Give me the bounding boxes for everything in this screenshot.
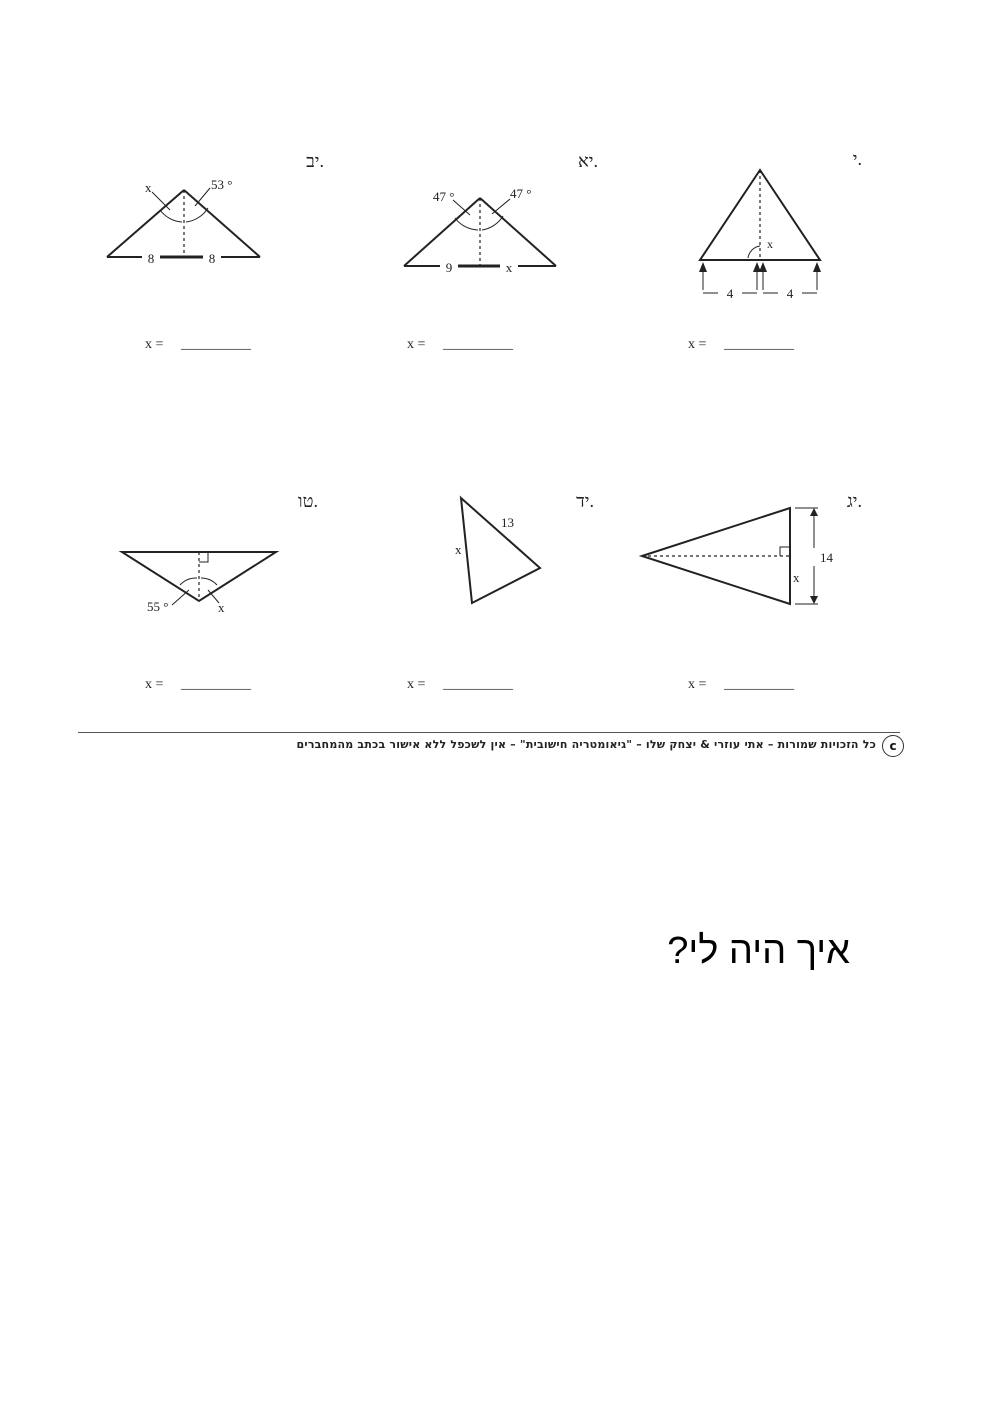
side-label-left: x [455, 542, 462, 557]
problem-number: י. [852, 149, 862, 169]
triangle-figure [642, 508, 818, 604]
triangle-figure [404, 198, 556, 266]
problem-13 [642, 491, 862, 692]
base-label-left: 9 [445, 260, 453, 275]
answer-prompt: x = [145, 337, 164, 352]
triangle-figure [461, 498, 540, 603]
base-label-right: x [505, 260, 513, 275]
angle-label-right: 53 ° [211, 177, 233, 192]
total-length-label: 14 [820, 550, 833, 565]
answer-prompt: x = [145, 677, 164, 692]
problem-number: יג. [846, 491, 862, 511]
angle-label: x [767, 237, 773, 251]
side-label-right: 4 [786, 286, 794, 301]
problem-14 [407, 491, 594, 692]
base-label-left: 8 [147, 251, 155, 266]
triangle-figure [122, 552, 276, 605]
angle-label-left: 47 ° [433, 189, 455, 204]
segment-label: x [793, 570, 800, 585]
answer-prompt: x = [407, 677, 426, 692]
angle-label-left: x [145, 180, 152, 195]
answer-prompt: x = [688, 677, 707, 692]
problem-number: יא. [577, 151, 598, 171]
problem-number: יד. [576, 491, 594, 511]
angle-label-left: 55 ° [147, 599, 169, 614]
problem-10 [688, 149, 862, 352]
problem-number: טו. [298, 491, 318, 511]
problem-number: יב. [306, 151, 324, 171]
copyright-notice: כל הזכויות שמורות – אתי עוזרי & יצחק שלו – "גיאומטריה חישובית" – אין לשכפל ללא אישור בכתב מהמחברים [296, 738, 876, 751]
answer-blank[interactable]: __________ [724, 677, 794, 692]
feedback-question: איך היה לי? [667, 930, 850, 972]
side-label-right: 13 [501, 515, 514, 530]
angle-label-right: 47 ° [510, 186, 532, 201]
side-label-left: 4 [726, 286, 734, 301]
answer-blank[interactable]: __________ [443, 677, 513, 692]
triangle-figure [700, 170, 820, 293]
problem-12 [107, 151, 324, 352]
answer-prompt: x = [407, 337, 426, 352]
answer-blank[interactable]: __________ [724, 337, 794, 352]
triangle-figure [107, 188, 260, 257]
angle-label-right: x [218, 600, 225, 615]
problem-15 [122, 491, 318, 692]
answer-blank[interactable]: __________ [181, 677, 251, 692]
base-label-right: 8 [208, 251, 216, 266]
copyright-icon: c [882, 735, 904, 757]
answer-prompt: x = [688, 337, 707, 352]
answer-blank[interactable]: __________ [443, 337, 513, 352]
footer-divider [78, 732, 900, 733]
answer-blank[interactable]: __________ [181, 337, 251, 352]
problem-11 [404, 151, 598, 352]
